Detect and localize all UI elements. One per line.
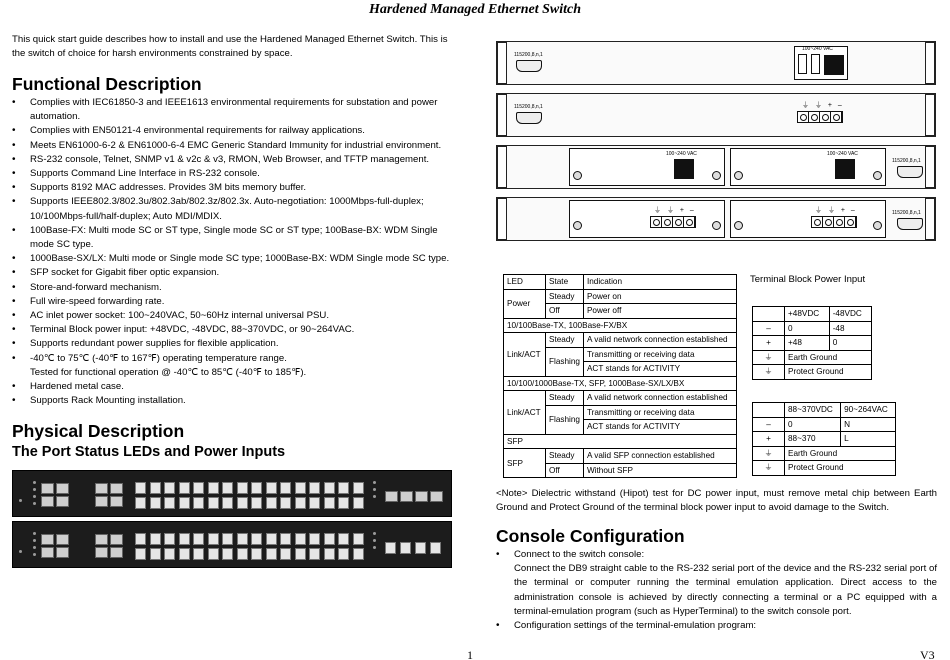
fiber-port xyxy=(150,482,161,494)
sfp-port xyxy=(430,542,441,554)
table-section: 10/100/1000Base-TX, SFP, 1000Base-SX/LX/BX xyxy=(504,376,737,391)
table-cell: Link/ACT xyxy=(504,333,546,377)
switch-front-panel-1 xyxy=(12,470,452,517)
terminal-symbols: ⏚ ⏚ + – xyxy=(815,207,857,214)
fiber-port xyxy=(179,497,190,509)
functional-heading: Functional Description xyxy=(12,74,202,94)
intro-paragraph: This quick start guide describes how to install and use the Hardened Managed Ethernet Switch. This is the switch of choice for harsh environments constrained by space. xyxy=(12,34,448,59)
fiber-port xyxy=(179,482,190,494)
list-item: • Supports Command Line Interface in RS-232 console. xyxy=(12,167,464,181)
table-header: 88~370VDC xyxy=(785,403,841,418)
power-led xyxy=(19,499,22,502)
fiber-port xyxy=(150,533,161,545)
fiber-port xyxy=(266,533,277,545)
table-cell: 0 xyxy=(829,336,871,351)
fiber-port xyxy=(295,533,306,545)
fiber-port xyxy=(251,497,262,509)
fiber-port xyxy=(309,533,320,545)
table-header: 90~264VAC xyxy=(841,403,896,418)
fiber-port xyxy=(150,497,161,509)
rj45-port xyxy=(95,483,108,494)
table-cell: Steady xyxy=(546,289,584,304)
table-cell xyxy=(753,307,785,322)
fiber-port xyxy=(164,548,175,560)
dc-psu-module-2 xyxy=(730,200,886,238)
ac-label: 100~240 VAC xyxy=(827,151,858,157)
rack-ear xyxy=(497,94,507,136)
device-rear-terminal-block xyxy=(496,93,936,137)
fiber-port xyxy=(295,497,306,509)
terminal-symbols: ⏚ ⏚ + – xyxy=(802,102,844,109)
list-item: • Hardened metal case. xyxy=(12,380,464,394)
rack-ear xyxy=(925,146,935,188)
status-led xyxy=(33,495,36,498)
protect-ground-icon: ⏚ xyxy=(753,461,785,476)
db9-console-port xyxy=(516,60,542,72)
status-led xyxy=(33,488,36,491)
ac-psu-module-2 xyxy=(730,148,886,186)
page-title: Hardened Managed Ethernet Switch xyxy=(369,2,581,17)
table-cell: Transmitting or receiving data xyxy=(583,347,736,362)
table-cell: Power off xyxy=(583,304,736,319)
fiber-port xyxy=(251,548,262,560)
rj45-port xyxy=(56,496,69,507)
ac-inlet-socket xyxy=(835,159,855,179)
screw-icon xyxy=(734,221,743,230)
ac-psu-module-1 xyxy=(569,148,725,186)
status-led xyxy=(373,488,376,491)
screw-icon xyxy=(712,171,721,180)
fiber-port xyxy=(266,497,277,509)
protect-ground-icon: ⏚ xyxy=(753,365,785,380)
fiber-port xyxy=(338,548,349,560)
fiber-port xyxy=(193,482,204,494)
list-item: • Full wire-speed forwarding rate. xyxy=(12,295,464,309)
table-cell: -48 xyxy=(829,321,871,336)
ac-inlet-socket xyxy=(674,159,694,179)
ac-label: 100~240 VAC xyxy=(666,151,697,157)
fiber-port xyxy=(295,548,306,560)
table-cell: Earth Ground xyxy=(785,446,896,461)
console-item-body: Connect the DB9 straight cable to the RS-232 serial port of the device and the RS-232 serial port of the terminal or computer running the terminal emulation application. Direct access to the administration console is achieved by directly connecting a terminal or a PC equipped with a terminal-emulation program (such as HyperTerminal) to the switch console port. xyxy=(514,563,937,617)
list-item: • Store-and-forward mechanism. xyxy=(12,281,464,295)
switch-front-panel-2 xyxy=(12,521,452,568)
ac-label: 100~240 VAC xyxy=(802,46,833,52)
power-led xyxy=(19,550,22,553)
earth-ground-icon: ⏚ xyxy=(753,350,785,365)
fiber-port xyxy=(251,533,262,545)
fiber-port xyxy=(338,482,349,494)
table-cell: Transmitting or receiving data xyxy=(583,405,736,420)
fiber-port xyxy=(193,533,204,545)
serial-label: 115200,8,n,1 xyxy=(892,210,921,216)
table-header: LED xyxy=(504,275,546,290)
serial-label: 115200,8,n,1 xyxy=(514,104,543,110)
console-list xyxy=(496,548,937,633)
fiber-port xyxy=(135,482,146,494)
rack-ear xyxy=(925,42,935,84)
status-led xyxy=(33,502,36,505)
hipot-note: <Note> Dielectric withstand (Hipot) test for DC power input, must remove metal chip between Earth Ground and Protect Ground of the terminal block power input to avoid damage to the Switch. xyxy=(496,488,937,513)
list-item: • Terminal Block power input: +48VDC, -48VDC, 88~370VDC, or 90~264VAC. xyxy=(12,323,464,337)
rack-ear xyxy=(497,198,507,240)
status-led xyxy=(373,495,376,498)
screw-icon xyxy=(873,171,882,180)
page-number: 1 xyxy=(467,648,473,660)
fiber-port xyxy=(237,482,248,494)
fiber-port xyxy=(309,482,320,494)
list-item xyxy=(496,548,937,619)
screw-icon xyxy=(573,171,582,180)
fiber-port xyxy=(324,482,335,494)
fiber-port xyxy=(338,533,349,545)
rj45-port xyxy=(41,496,54,507)
fiber-port xyxy=(280,548,291,560)
table-cell: Earth Ground xyxy=(785,350,872,365)
table-cell: Protect Ground xyxy=(785,365,872,380)
rj45-port xyxy=(41,534,54,545)
fiber-port xyxy=(135,533,146,545)
fiber-port xyxy=(353,497,364,509)
fiber-port xyxy=(222,548,233,560)
fiber-port xyxy=(280,482,291,494)
fiber-port xyxy=(164,497,175,509)
serial-label: 115200,8,n,1 xyxy=(514,52,543,58)
serial-label: 115200,8,n,1 xyxy=(892,158,921,164)
table-cell: 88~370 xyxy=(785,432,841,447)
rj45-port xyxy=(56,547,69,558)
port-status-subheading: The Port Status LEDs and Power Inputs xyxy=(12,444,286,460)
rj45-port xyxy=(430,491,443,502)
status-led xyxy=(373,539,376,542)
device-rear-dual-terminal xyxy=(496,197,936,241)
table-cell: L xyxy=(841,432,896,447)
list-item: • Complies with IEC61850-3 and IEEE1613 environmental requirements for substation and power automation. xyxy=(12,96,464,124)
earth-ground-icon: ⏚ xyxy=(753,446,785,461)
table-section: SFP xyxy=(504,434,737,449)
list-item: • 1000Base-SX/LX: Multi mode or Single mode SC type; 1000Base-BX: WDM Single mode SC type. xyxy=(12,252,464,266)
led-status-table xyxy=(503,274,737,478)
power-switch xyxy=(798,54,807,74)
sfp-port xyxy=(400,542,411,554)
sfp-port xyxy=(385,542,396,554)
rj45-port xyxy=(110,496,123,507)
table-cell: A valid network connection established xyxy=(583,391,736,406)
db9-console-port xyxy=(897,166,923,178)
status-led xyxy=(373,546,376,549)
list-item: • Supports 8192 MAC addresses. Provides 3M bits memory buffer. xyxy=(12,181,464,195)
console-item-title: Connect to the switch console: xyxy=(514,549,645,560)
table-header: State xyxy=(546,275,584,290)
rack-ear xyxy=(497,42,507,84)
table-header: +48VDC xyxy=(785,307,830,322)
plus-icon: + xyxy=(753,336,785,351)
version-label: V3 xyxy=(920,648,935,660)
db9-console-port xyxy=(516,112,542,124)
rj45-port xyxy=(41,547,54,558)
physical-heading: Physical Description xyxy=(12,421,185,441)
rj45-port xyxy=(41,483,54,494)
rack-ear xyxy=(925,198,935,240)
rj45-port xyxy=(400,491,413,502)
fiber-port xyxy=(150,548,161,560)
table-cell: Protect Ground xyxy=(785,461,896,476)
fiber-port xyxy=(309,497,320,509)
db9-console-port xyxy=(897,218,923,230)
screw-icon xyxy=(734,171,743,180)
rj45-port xyxy=(110,483,123,494)
terminal-power-table-hv xyxy=(752,402,896,476)
table-cell xyxy=(753,403,785,418)
minus-icon: – xyxy=(753,417,785,432)
device-rear-ac xyxy=(496,41,936,85)
table-cell: SFP xyxy=(504,449,546,478)
status-led xyxy=(373,481,376,484)
table-cell: Power xyxy=(504,289,546,318)
table-header: Indication xyxy=(583,275,736,290)
fiber-port xyxy=(324,533,335,545)
table-cell: Without SFP xyxy=(583,463,736,478)
terminal-power-table-dc48 xyxy=(752,306,872,380)
status-led xyxy=(373,532,376,535)
table-cell: Power on xyxy=(583,289,736,304)
rj45-port xyxy=(95,496,108,507)
fiber-port xyxy=(266,548,277,560)
list-item: • RS-232 console, Telnet, SNMP v1 & v2c & v3, RMON, Web Browser, and TFTP management. xyxy=(12,153,464,167)
fiber-port xyxy=(208,548,219,560)
list-item: • SFP socket for Gigabit fiber optic expansion. xyxy=(12,266,464,280)
fiber-port xyxy=(324,548,335,560)
terminal-block xyxy=(797,111,843,123)
table-section: 10/100Base-TX, 100Base-FX/BX xyxy=(504,318,737,333)
fiber-port xyxy=(135,497,146,509)
fiber-port xyxy=(222,482,233,494)
fiber-port xyxy=(208,533,219,545)
table-cell: A valid network connection established xyxy=(583,333,736,348)
fiber-port xyxy=(309,548,320,560)
table-cell: Off xyxy=(546,463,584,478)
rj45-port xyxy=(56,483,69,494)
plus-icon: + xyxy=(753,432,785,447)
table-cell: +48 xyxy=(785,336,830,351)
table-cell: Steady xyxy=(546,449,584,464)
fiber-port xyxy=(266,482,277,494)
table-cell: Off xyxy=(546,304,584,319)
list-item: • Configuration settings of the terminal-emulation program: xyxy=(496,619,937,633)
fiber-port xyxy=(353,482,364,494)
rj45-port xyxy=(95,534,108,545)
fiber-port xyxy=(237,497,248,509)
rj45-port xyxy=(385,491,398,502)
dc-psu-module-1 xyxy=(569,200,725,238)
table-cell: A valid SFP connection established xyxy=(583,449,736,464)
status-led xyxy=(33,481,36,484)
table-cell: ACT stands for ACTIVITY xyxy=(583,362,736,377)
terminal-block xyxy=(650,216,696,228)
device-rear-dual-ac xyxy=(496,145,936,189)
table-cell: Steady xyxy=(546,333,584,348)
fiber-port xyxy=(280,533,291,545)
ac-psu-module xyxy=(794,46,848,80)
fiber-port xyxy=(193,497,204,509)
rj45-port xyxy=(110,534,123,545)
console-heading: Console Configuration xyxy=(496,526,685,546)
sfp-port xyxy=(415,542,426,554)
table-cell: 0 xyxy=(785,321,830,336)
table-cell: ACT stands for ACTIVITY xyxy=(583,420,736,435)
fiber-port xyxy=(164,482,175,494)
rack-ear xyxy=(925,94,935,136)
list-item: • Supports IEEE802.3/802.3u/802.3ab/802.3z/802.3x. Auto-negotiation: 1000Mbps-full-duplex; 10/100Mbps-full/half-duplex; Auto MDI/MDIX. xyxy=(12,195,464,223)
list-item: • Supports redundant power supplies for flexible application. xyxy=(12,337,464,351)
fiber-port xyxy=(251,482,262,494)
list-item: • Supports Rack Mounting installation. xyxy=(12,394,464,408)
table-cell: Steady xyxy=(546,391,584,406)
table-cell: Link/ACT xyxy=(504,391,546,435)
terminal-power-title: Terminal Block Power Input xyxy=(750,274,866,285)
table-cell: Flashing xyxy=(546,405,584,434)
table-cell: Flashing xyxy=(546,347,584,376)
fiber-port xyxy=(208,497,219,509)
fiber-port xyxy=(280,497,291,509)
status-led xyxy=(33,553,36,556)
rj45-port xyxy=(110,547,123,558)
list-item: • Meets EN61000-6-2 & EN61000-6-4 EMC Generic Standard Immunity for industrial environment. xyxy=(12,139,464,153)
screw-icon xyxy=(712,221,721,230)
temp-note: Tested for functional operation @ -40℃ to 85℃ (-40℉ to 185℉). xyxy=(30,366,307,378)
rj45-port xyxy=(415,491,428,502)
terminal-block xyxy=(811,216,857,228)
status-led xyxy=(33,532,36,535)
fiber-port xyxy=(179,533,190,545)
fiber-port xyxy=(237,548,248,560)
table-cell: 0 xyxy=(785,417,841,432)
fiber-port xyxy=(353,548,364,560)
rack-ear xyxy=(497,146,507,188)
list-item: • Complies with EN50121-4 environmental requirements for railway applications. xyxy=(12,124,464,138)
fiber-port xyxy=(179,548,190,560)
screw-icon xyxy=(573,221,582,230)
fiber-port xyxy=(237,533,248,545)
list-item: • -40℃ to 75℃ (-40℉ to 167℉) operating temperature range. xyxy=(12,352,464,366)
terminal-symbols: ⏚ ⏚ + – xyxy=(654,207,696,214)
minus-icon: – xyxy=(753,321,785,336)
table-cell: N xyxy=(841,417,896,432)
screw-icon xyxy=(873,221,882,230)
fiber-port xyxy=(353,533,364,545)
fiber-port xyxy=(193,548,204,560)
fiber-port xyxy=(295,482,306,494)
fiber-port xyxy=(208,482,219,494)
fiber-port xyxy=(135,548,146,560)
rj45-port xyxy=(56,534,69,545)
functional-list xyxy=(12,96,464,408)
status-led xyxy=(33,539,36,542)
list-item: • 100Base-FX: Multi mode SC or ST type, Single mode SC or ST type; 100Base-BX: WDM Single mode SC type. xyxy=(12,224,464,252)
fiber-port xyxy=(164,533,175,545)
fiber-port xyxy=(222,533,233,545)
list-item: • AC inlet power socket: 100~240VAC, 50~60Hz internal universal PSU. xyxy=(12,309,464,323)
rj45-port xyxy=(95,547,108,558)
status-led xyxy=(33,546,36,549)
table-header: -48VDC xyxy=(829,307,871,322)
fiber-port xyxy=(324,497,335,509)
fiber-port xyxy=(338,497,349,509)
fiber-port xyxy=(222,497,233,509)
fuse-holder xyxy=(811,54,820,74)
ac-inlet-socket xyxy=(824,55,844,75)
